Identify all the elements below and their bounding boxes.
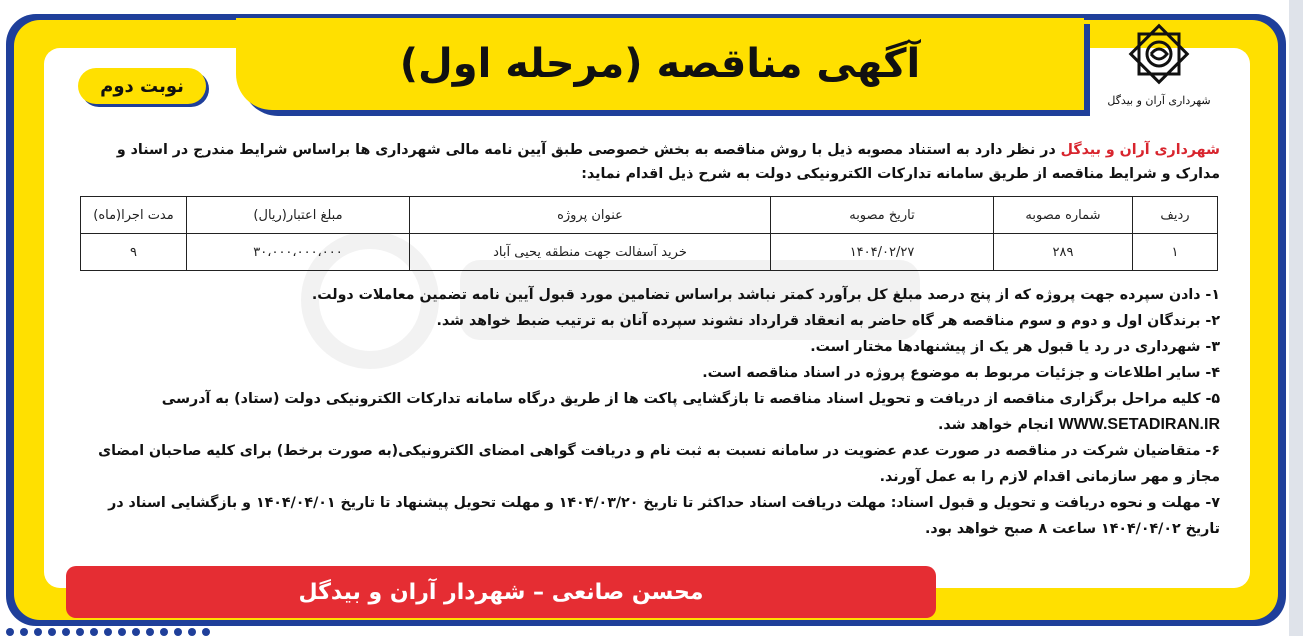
intro-text: در نظر دارد به استناد مصوبه ذیل با روش مناقصه به بخش خصوصی طبق آیین نامه مالی شهرداری ها براساس شرایط مندرج در اسناد و مدارک و شرایط مناقصه از طریق سامانه تدارکات الکترونیکی دولت به شرح ذیل اقدام نماید: bbox=[116, 142, 1220, 182]
item5-text: ۵- کلیه مراحل برگزاری مناقصه از دریافت و تحویل اسناد مناقصه تا بازگشایی پاکت ها از طریق درگاه سامانه تدارکات الکترونیکی دولت (ستاد) به آدرسی bbox=[161, 391, 1220, 407]
page-edge bbox=[1289, 0, 1303, 636]
col-approval-date: تاریخ مصوبه bbox=[771, 197, 994, 234]
list-item: ۲- برندگان اول و دوم و سوم مناقصه هر گاه حاضر به انعقاد قرارداد نشوند سپرده آنان به ترتیب ضبط خواهد شد. bbox=[436, 313, 1220, 329]
projects-table bbox=[80, 196, 1218, 271]
table-row bbox=[81, 234, 1218, 271]
conditions-list bbox=[80, 282, 1220, 542]
list-item: ۶- متقاضیان شرکت در مناقصه در صورت عدم عضویت در سامانه نسبت به ثبت نام و دریافت گواهی امضای الکترونیکی(به صورت برخط) برای کلیه صاحبان امضای مجاز و مهر سازمانی اقدام لازم را به عمل آورند. bbox=[98, 443, 1220, 485]
setad-link[interactable]: WWW.SETADIRAN.IR bbox=[1058, 416, 1220, 433]
round-badge: نوبت دوم bbox=[78, 68, 206, 104]
cell-approval-number: ۲۸۹ bbox=[994, 234, 1133, 271]
intro-paragraph bbox=[70, 138, 1220, 186]
list-item bbox=[80, 386, 1220, 438]
signature-text: محسن صانعی – شهردار آران و بیدگل bbox=[298, 579, 704, 605]
list-item: ۴- سایر اطلاعات و جزئیات مربوط به موضوع پروژه در اسناد مناقصه است. bbox=[702, 365, 1220, 381]
item5-tail: انجام خواهد شد. bbox=[938, 417, 1059, 433]
cell-approval-date: ۱۴۰۴/۰۲/۲۷ bbox=[771, 234, 994, 271]
col-project-title: عنوان پروژه bbox=[410, 197, 771, 234]
list-item: ۱- دادن سپرده جهت پروژه که از پنج درصد مبلغ کل برآورد کمتر نباشد براساس تضامین مورد قبول آیین نامه تضمین معاملات دولت. bbox=[311, 287, 1220, 303]
col-row-number: ردیف bbox=[1133, 197, 1218, 234]
cell-duration: ۹ bbox=[81, 234, 187, 271]
decorative-dots bbox=[0, 628, 236, 636]
signature-banner bbox=[66, 566, 936, 618]
municipality-emblem-icon bbox=[1119, 22, 1199, 92]
col-duration: مدت اجرا(ماه) bbox=[81, 197, 187, 234]
cell-project-title: خرید آسفالت جهت منطقه یحیی آباد bbox=[410, 234, 771, 271]
page-title: آگهی مناقصه (مرحله اول) bbox=[399, 41, 921, 87]
title-banner bbox=[236, 18, 1084, 110]
logo bbox=[1096, 22, 1222, 120]
cell-budget: ۳۰،۰۰۰،۰۰۰،۰۰۰ bbox=[187, 234, 410, 271]
list-item: ۷- مهلت و نحوه دریافت و تحویل و قبول اسناد: مهلت دریافت اسناد حداکثر تا تاریخ ۱۴۰۴/۰۳/۲۰ و مهلت تحویل پیشنهاد تا تاریخ ۱۴۰۴/۰۴/۰۱ و بازگشایی اسناد در تاریخ ۱۴۰۴/۰۴/۰۲ ساعت ۸ صبح خواهد بود. bbox=[108, 495, 1220, 537]
cell-row-number: ۱ bbox=[1133, 234, 1218, 271]
table-header-row bbox=[81, 197, 1218, 234]
organization-name: شهرداری آران و بیدگل bbox=[1060, 142, 1220, 158]
logo-caption: شهرداری آران و بیدگل bbox=[1107, 94, 1211, 107]
col-approval-number: شماره مصوبه bbox=[994, 197, 1133, 234]
list-item: ۳- شهرداری در رد یا قبول هر یک از پیشنهادها مختار است. bbox=[810, 339, 1220, 355]
col-budget: مبلغ اعتبار(ریال) bbox=[187, 197, 410, 234]
